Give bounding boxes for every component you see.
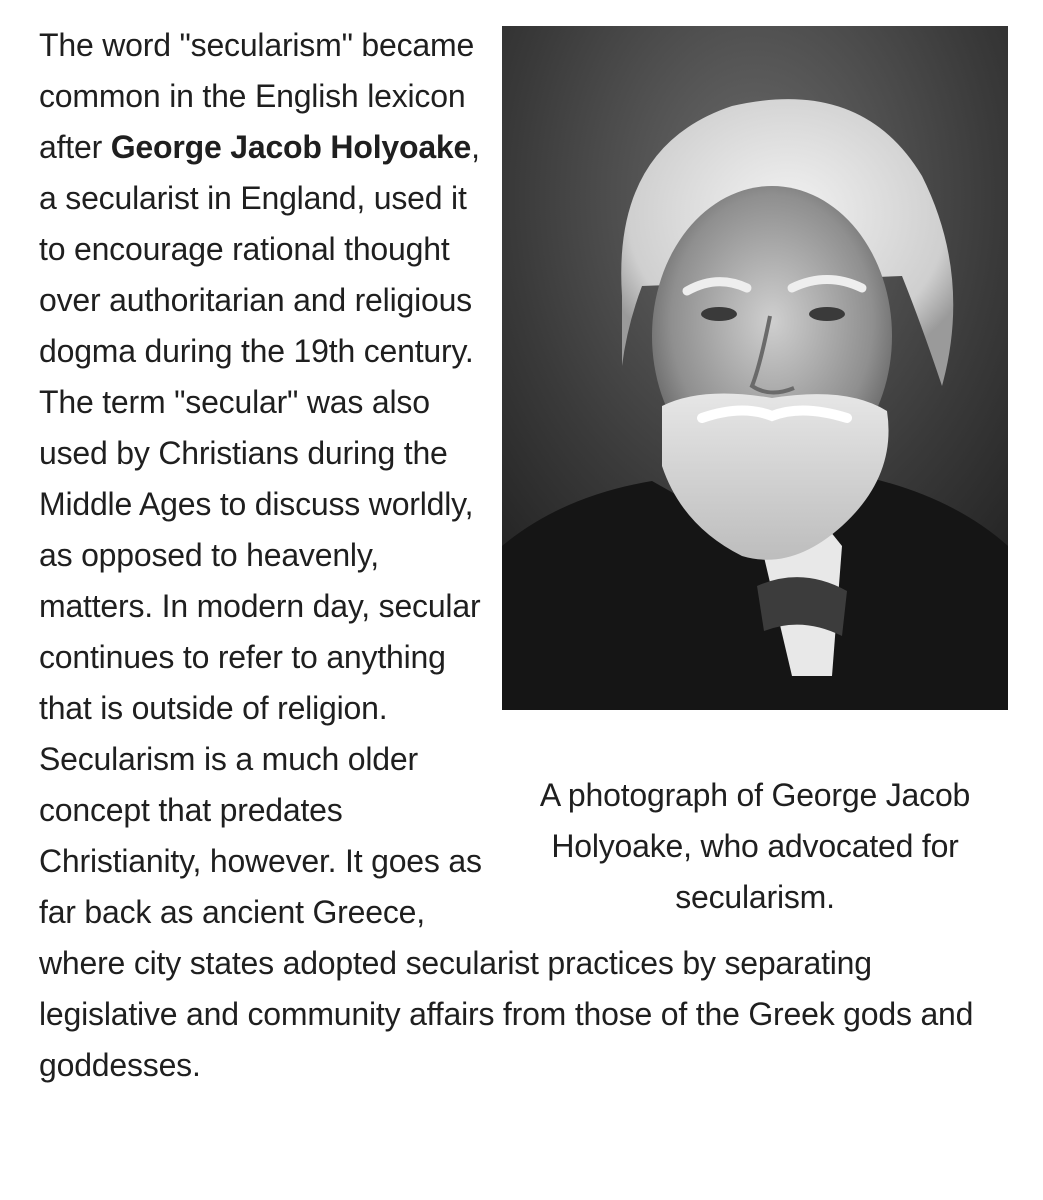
article-text-rest: , a secularist in England, used it to encourage rational thought over authoritarian and religious dogma during the 19th century. The term "secular" was also used by Christians during the Middle Ages to discuss worldly, as opposed to heavenly, matters. In modern day, secular continues to refer to anything that is outside of religion. Secularism is a much older concept that predates Christianity, however. It goes as far back as ancient Greece, where city states adopted secularist practices by separating legislative and community affairs from those of the Greek gods and goddesses. bbox=[39, 129, 974, 1083]
portrait-figure bbox=[502, 26, 1008, 923]
article-text-lead: The word "secularism" became common in the English lexicon after bbox=[39, 27, 475, 165]
portrait-photo bbox=[502, 26, 1008, 710]
article-body bbox=[39, 20, 999, 1091]
person-name-bold: George Jacob Holyoake bbox=[110, 129, 472, 165]
figure-caption: A photograph of George Jacob Holyoake, who advocated for secularism. bbox=[539, 777, 971, 915]
